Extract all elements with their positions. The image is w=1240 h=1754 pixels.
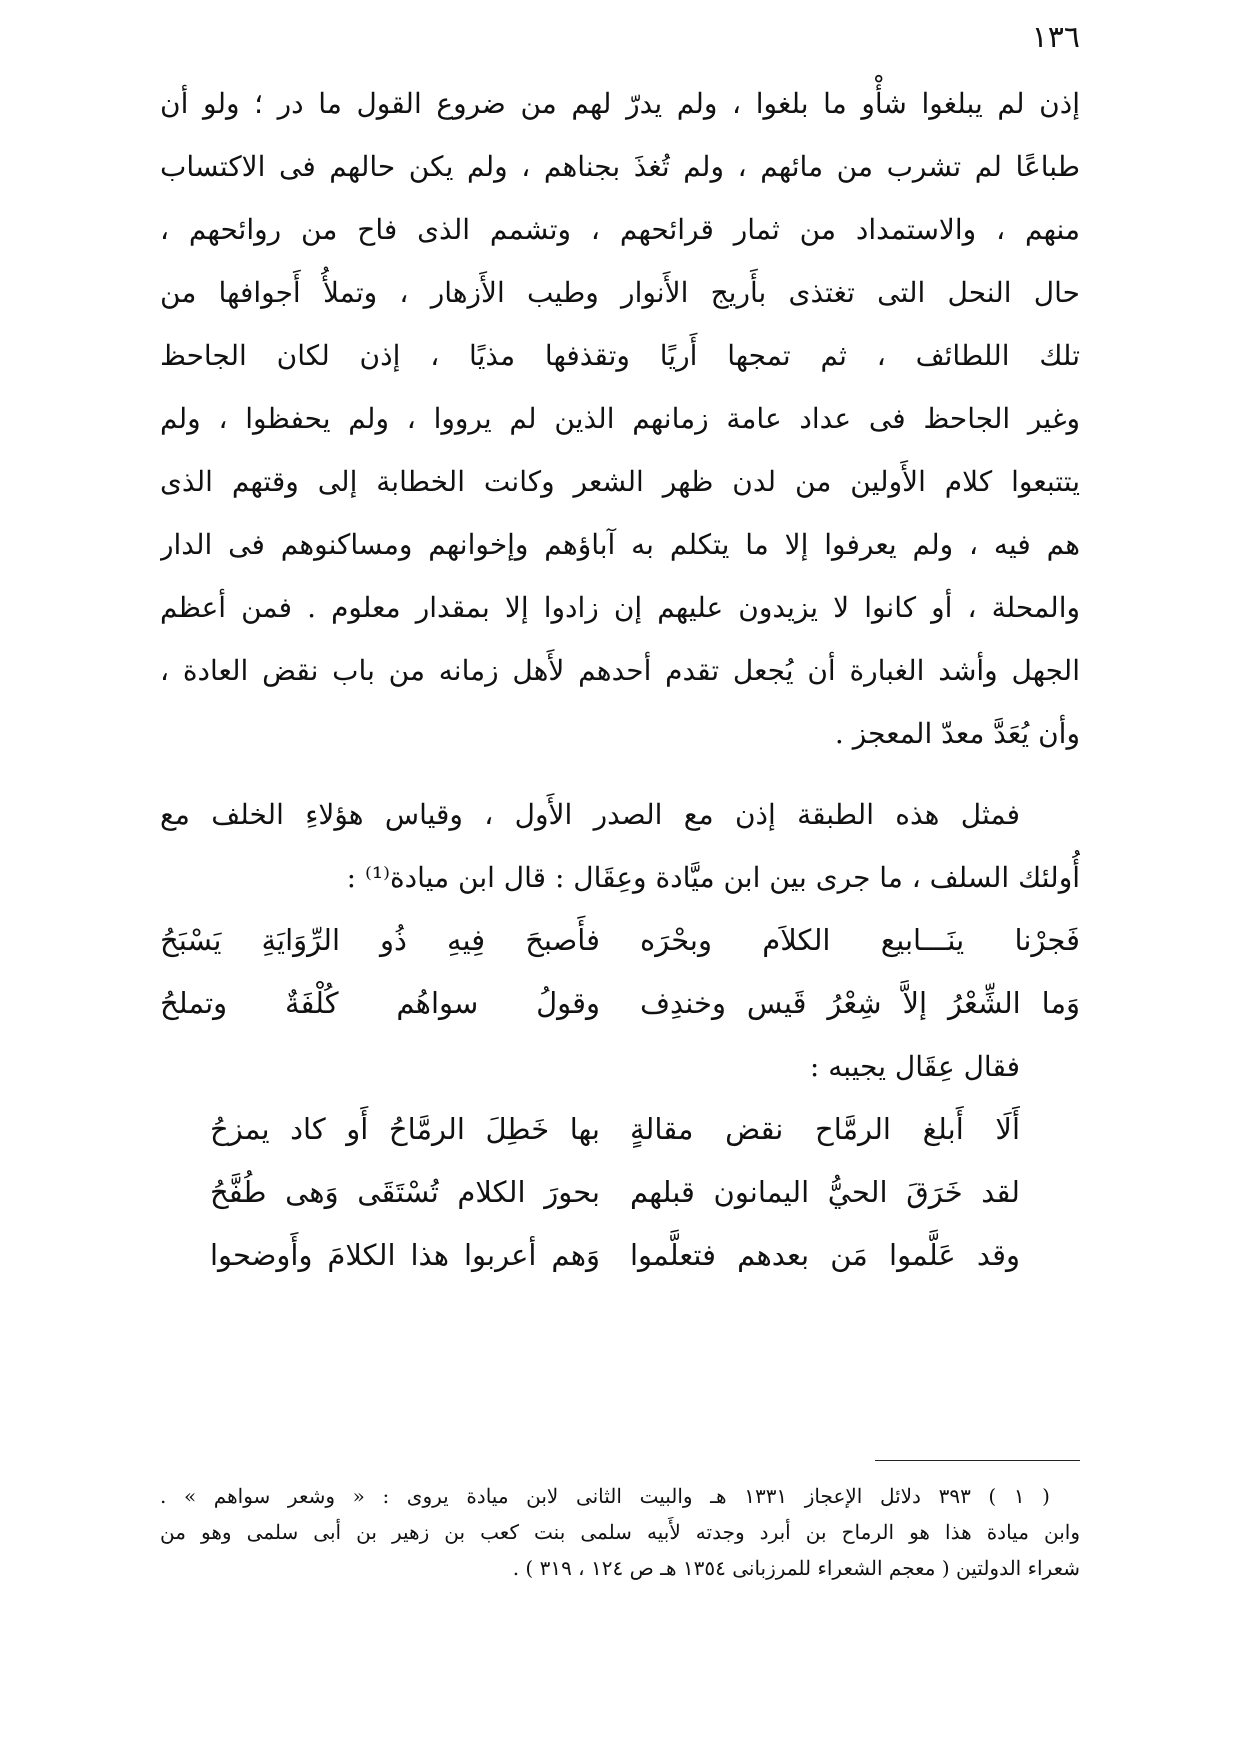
verse-first-hemistich: فَجرْنا ينَـــابيع الكلاَم وبحْرَه xyxy=(640,923,1080,957)
paragraph-1 xyxy=(160,72,1080,765)
text-line: طباعًا لم تشرب من مائهم ، ولم تُغذَ بجناهم ، ولم يكن حالهم فى الاكتساب xyxy=(160,150,1080,183)
page-number: ١٣٦ xyxy=(1031,20,1080,55)
poem-intro: فقال عِقَال يجيبه : xyxy=(809,1050,1020,1083)
text-line: أُولئك السلف ، ما جرى بين ابن ميَّادة وعِقَال : قال ابن ميادة⁽¹⁾ : xyxy=(346,861,1080,894)
text-line: وأن يُعَدَّ معدّ المعجز . xyxy=(834,717,1080,750)
text-line: يتتبعوا كلام الأَولين من لدن ظهر الشعر وكانت الخطابة إلى وقتهم الذى xyxy=(160,465,1080,498)
main-text xyxy=(160,72,1080,1287)
verse-line xyxy=(160,1098,1080,1161)
text-line: والمحلة ، أو كانوا لا يزيدون عليهم إن زادوا إلا بمقدار معلوم . فمن أعظم xyxy=(160,591,1080,624)
text-line: وغير الجاحظ فى عداد عامة زمانهم الذين لم يرووا ، ولم يحفظوا ، ولم xyxy=(160,402,1080,435)
footnote-divider xyxy=(875,1460,1080,1461)
verse-line xyxy=(160,909,1080,972)
footnote-line: ( ١ ) ٣٩٣ دلائل الإعجاز ١٣٣١ هـ والبيت الثانى لابن ميادة يروى : « وشعر سواهم » . xyxy=(160,1484,1050,1508)
text-line: حال النحل التى تغتذى بأَريج الأَنوار وطيب الأَزهار ، وتملأُ أَجوافها من xyxy=(160,276,1080,309)
poem-iqal xyxy=(160,1098,1080,1287)
verse-second-hemistich: فأَصبحَ فِيهِ ذُو الرِّوَايَةِ يَسْبَحُ xyxy=(160,923,600,957)
verse-first-hemistich: وقد عَلَّموا مَن بعدهم فتعلَّموا xyxy=(630,1238,1020,1272)
poem-ibn-mayyada xyxy=(160,909,1080,1035)
text-line: هم فيه ، ولم يعرفوا إلا ما يتكلم به آباؤهم وإخوانهم ومساكنوهم فى الدار xyxy=(160,528,1080,561)
footnotes xyxy=(160,1478,1080,1586)
verse-second-hemistich: وَهم أعربوا هذا الكلامَ وأَوضحوا xyxy=(210,1238,600,1272)
verse-line xyxy=(160,972,1080,1035)
text-line: الجهل وأشد الغبارة أن يُجعل تقدم أحدهم لأَهل زمانه من باب نقض العادة ، xyxy=(160,654,1080,687)
verse-line xyxy=(160,1161,1080,1224)
verse-first-hemistich: لقد خَرَقَ الحيُّ اليمانون قبلهم xyxy=(630,1175,1020,1209)
text-line: إذن لم يبلغوا شأْو ما بلغوا ، ولم يدرّ لهم من ضروع القول ما در ؛ ولو أن xyxy=(160,87,1080,120)
verse-second-hemistich: بحورَ الكلام تُسْتَقَى وَهى طُفَّحُ xyxy=(210,1175,600,1209)
text-line: منهم ، والاستمداد من ثمار قرائحهم ، وتشمم الذى فاح من روائحهم ، xyxy=(160,213,1080,246)
footnote-line: وابن ميادة هذا هو الرماح بن أبرد وجدته لأَبيه سلمى بنت كعب بن زهير بن أبى سلمى وهو من xyxy=(160,1520,1080,1544)
text-line: تلك اللطائف ، ثم تمجها أَريًا وتقذفها مذيًا ، إذن لكان الجاحظ xyxy=(160,339,1080,372)
verse-second-hemistich: وقولُ سواهُم كُلْفَةٌ وتملحُ xyxy=(160,986,600,1020)
verse-first-hemistich: وَما الشِّعْرُ إلاَّ شِعْرُ قَيس وخندِف xyxy=(640,986,1080,1020)
text-line: فمثل هذه الطبقة إذن مع الصدر الأَول ، وقياس هؤلاءِ الخلف مع xyxy=(160,798,1020,831)
paragraph-gap xyxy=(160,765,1080,783)
verse-first-hemistich: أَلَا أَبلغ الرمَّاح نقض مقالةٍ xyxy=(630,1112,1020,1146)
verse-second-hemistich: بها خَطِلَ الرمَّاحُ أَو كاد يمزحُ xyxy=(210,1112,600,1146)
verse-line xyxy=(160,1224,1080,1287)
footnote-line: شعراء الدولتين ( معجم الشعراء للمرزبانى ١٣٥٤ هـ ص ١٢٤ ، ٣١٩ ) . xyxy=(512,1556,1080,1580)
paragraph-2 xyxy=(160,783,1080,909)
